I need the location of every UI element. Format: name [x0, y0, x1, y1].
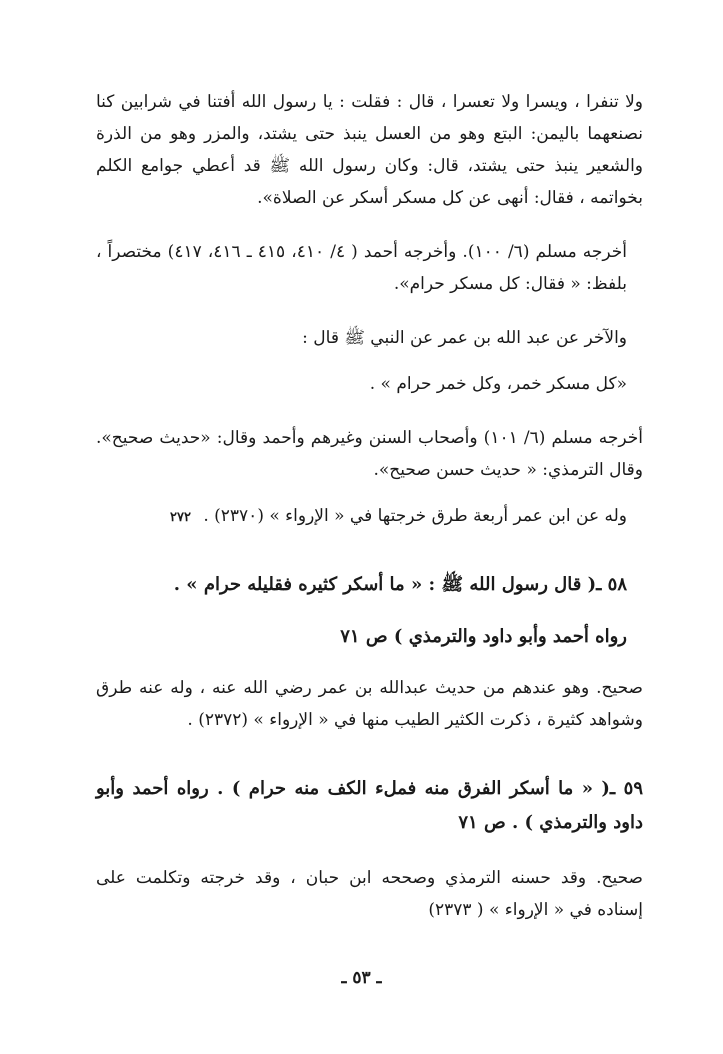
takhrij-muslim-ahmad: أخرجه مسلم (٦/ ١٠٠). وأخرجه أحمد ( ٤/ ٤١٠، ٤١٥ ـ ٤١٦، ٤١٧) مختصراً ، بلفظ: « فقال: كل مسكر حرام».	[96, 242, 628, 294]
hadith-59-heading: ٥٩ ـ( « ما أسكر الفرق منه فملء الكف منه حرام ) . رواه أحمد وأبو داود والترمذي ) . ص ٧١	[96, 778, 643, 833]
margin-reference-number: ٢٧٢	[170, 510, 191, 525]
page-content	[96, 86, 643, 926]
hadith-58-grading: صحيح. وهو عندهم من حديث عبدالله بن عمر رضي الله عنه ، وله عنه طرق وشواهد كثيرة ، ذكرت الكثير الطيب منها في « الإرواء » (٢٣٧٢) .	[96, 678, 643, 730]
hadith-58-source: رواه أحمد وأبو داود والترمذي ) ص ٧١	[340, 626, 627, 647]
hadith-59-grading: صحيح. وقد حسنه الترمذي وصححه ابن حبان ، وقد خرجته وتكلمت على إسناده في « الإرواء » ( ٢٣٧٣)	[96, 868, 643, 920]
hadith-text-continuation: ولا تنفرا ، ويسرا ولا تعسرا ، قال : فقلت : يا رسول الله أفتنا في شرابين كنا نصنعهما باليمن: البتع وهو من العسل ينبذ حتى يشتد، والمزر وهو من الذرة والشعير ينبذ حتى يشتد، قال: وكان رسول الله ﷺ قد أعطي جوامع الكلم بخواتمه ، فقال: أنهى عن كل مسكر أسكر عن الصلاة».	[96, 92, 643, 208]
page-number: ـ ٥٣ ـ	[341, 968, 382, 988]
hadith-58-heading: ٥٨ ـ( قال رسول الله ﷺ : « ما أسكر كثيره فقليله حرام » .	[173, 574, 627, 595]
takhrij-sunan: أخرجه مسلم (٦/ ١٠١) وأصحاب السنن وغيرهم وأحمد وقال: «حديث صحيح». وقال الترمذي: « حديث حسن صحيح».	[96, 428, 644, 480]
second-narration-intro: والآخر عن عبد الله بن عمر عن النبي ﷺ قال :	[302, 328, 627, 348]
second-narration-text: «كل مسكر خمر، وكل خمر حرام » .	[369, 374, 627, 394]
ibn-umar-routes-note: وله عن ابن عمر أربعة طرق خرجتها في « الإرواء » (٢٣٧٠) .	[203, 506, 627, 526]
